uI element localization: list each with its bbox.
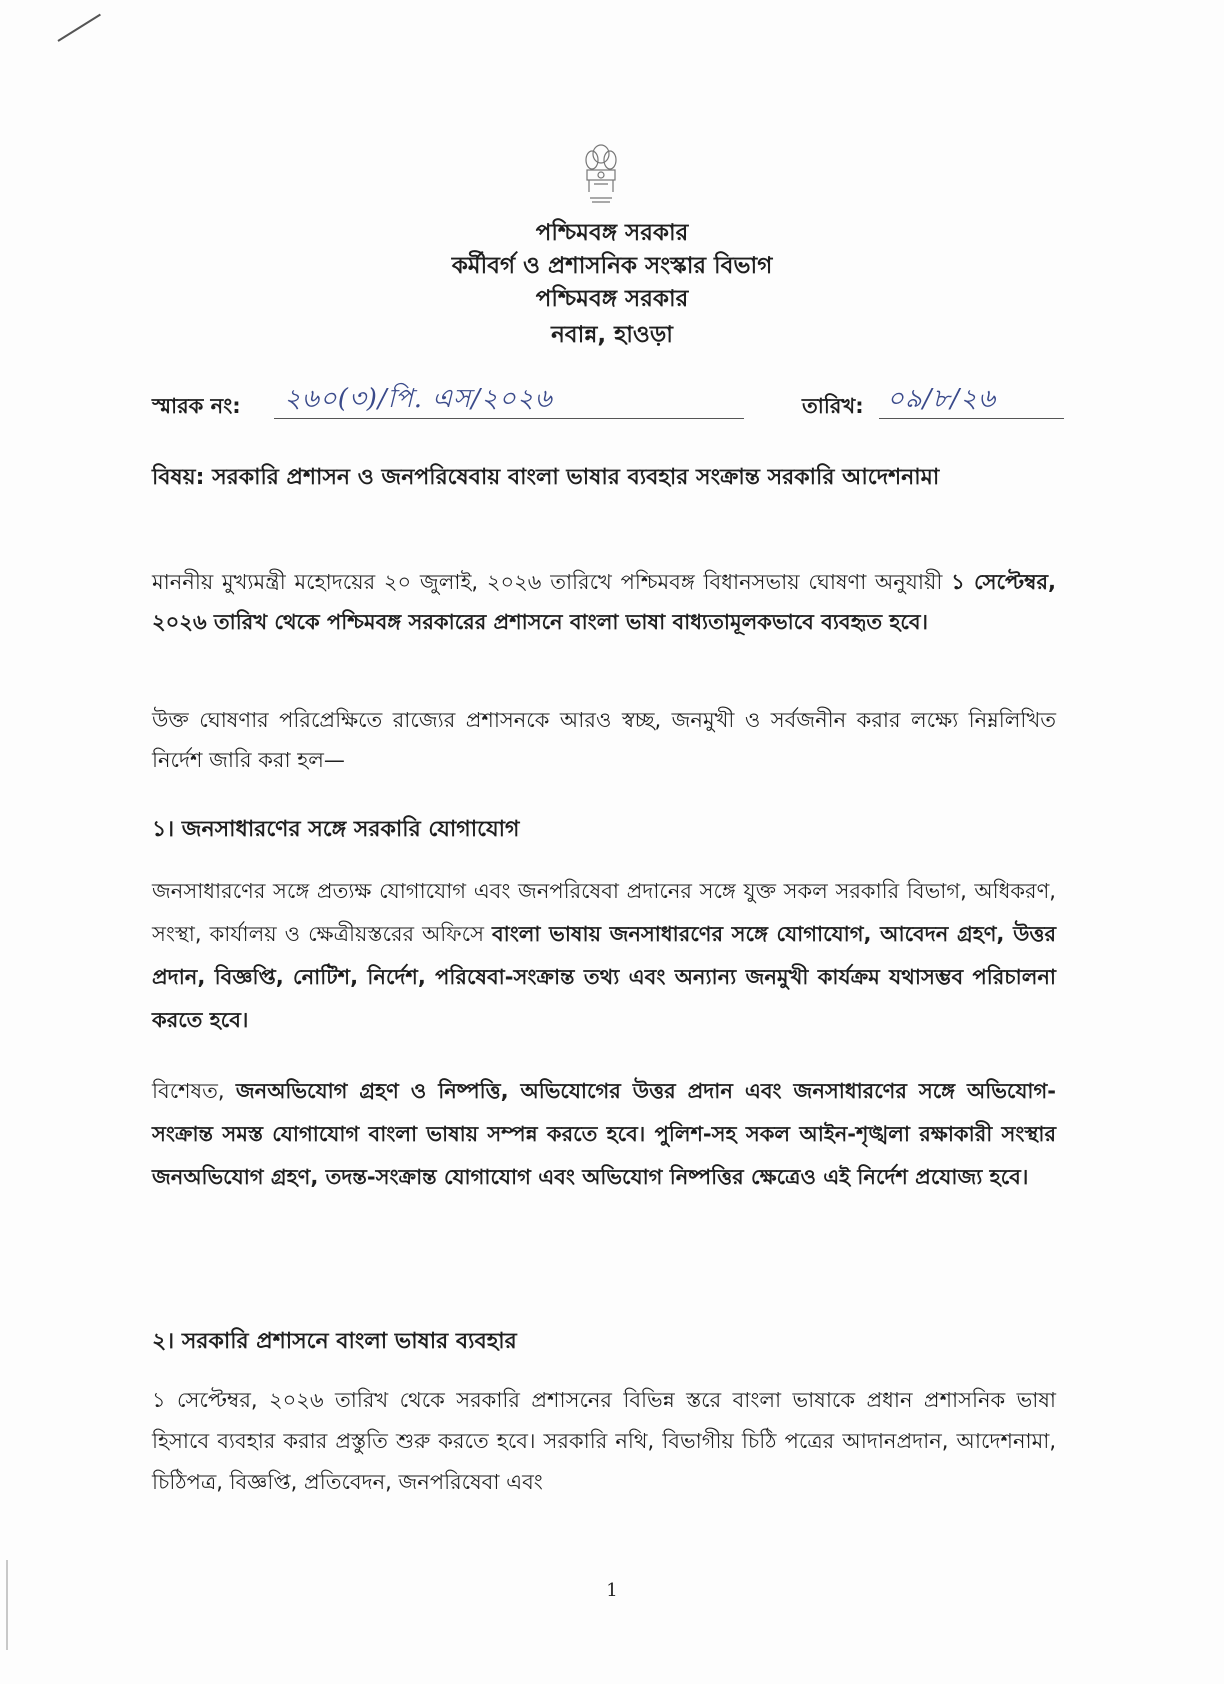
state-emblem-icon — [578, 140, 624, 210]
date-label: তারিখ: — [802, 394, 864, 418]
header-address: নবান্ন, হাওড়া — [551, 322, 673, 348]
intro-paragraph — [152, 562, 1056, 642]
date-handwritten: ০৯/৮/২৬ — [887, 384, 996, 414]
section-1-heading: ১। জনসাধারণের সঙ্গে সরকারি যোগাযোগ — [152, 817, 520, 842]
context-paragraph: উক্ত ঘোষণার পরিপ্রেক্ষিতে রাজ্যের প্রশাসনকে আরও স্বচ্ছ, জনমুখী ও সর্বজনীন করার লক্ষ্যে নিম্নলিখিত নির্দেশ জারি করা হল— — [152, 708, 1056, 772]
memo-number-handwritten: ২৬০(৩)/পি. এস/২০২৬ — [284, 384, 553, 414]
scan-edge-shadow — [6, 1560, 8, 1650]
header-government-repeat: পশ্চিমবঙ্গ সরকার — [535, 286, 689, 312]
section-1-p1-text: জনসাধারণের সঙ্গে প্রত্যক্ষ যোগাযোগ এবং জনপরিষেবা প্রদানের সঙ্গে যুক্ত সকল সরকারি বিভাগ, অধিকরণ, সংস্থা, কার্যালয় ও ক্ষেত্রীয়স্তরের অফিসে — [152, 879, 1056, 946]
intro-text: মাননীয় মুখ্যমন্ত্রী মহোদয়ের ২০ জুলাই, ২০২৬ তারিখে পশ্চিমবঙ্গ বিধানসভায় ঘোষণা অনুযায়ী — [152, 570, 952, 594]
subject-line: বিষয়: সরকারি প্রশাসন ও জনপরিষেবায় বাংলা ভাষার ব্যবহার সংক্রান্ত সরকারি আদেশনামা — [152, 465, 940, 490]
section-1-paragraph-2 — [152, 1070, 1056, 1199]
section-1-paragraph-1 — [152, 870, 1056, 1042]
header-department: কর্মীবর্গ ও প্রশাসনিক সংস্কার বিভাগ — [451, 253, 773, 279]
scan-pen-mark — [57, 14, 100, 42]
header-government: পশ্চিমবঙ্গ সরকার — [535, 220, 689, 246]
section-1-p2-bold-text: জনঅভিযোগ গ্রহণ ও নিষ্পত্তি, অভিযোগের উত্তর প্রদান এবং জনসাধারণের সঙ্গে অভিযোগ- সংক্রান্ত সমস্ত যোগাযোগ বাংলা ভাষায় সম্পন্ন করতে হবে। পুলিশ-সহ সকল আইন-শৃঙ্খলা রক্ষাকারী সংস্থার জনঅভিযোগ গ্রহণ, তদন্ত-সংক্রান্ত যোগাযোগ এবং অভিযোগ নিষ্পত্তির ক্ষেত্রেও এই নির্দেশ প্রযোজ্য হবে। — [152, 1079, 1056, 1189]
memo-reference-row — [152, 384, 1072, 424]
intro-bold-text: ১ সেপ্টেম্বর, ২০২৬ তারিখ থেকে পশ্চিমবঙ্গ সরকারের প্রশাসনে বাংলা ভাষা বাধ্যতামূলকভাবে ব্যবহৃত হবে। — [152, 570, 1057, 634]
memo-number-label: স্মারক নং: — [152, 394, 241, 418]
page-number: 1 — [606, 1580, 618, 1601]
section-1-p2-text: বিশেষত, — [152, 1079, 236, 1103]
section-1-p1-bold-text: বাংলা ভাষায় জনসাধারণের সঙ্গে যোগাযোগ, আবেদন গ্রহণ, উত্তর প্রদান, বিজ্ঞপ্তি, নোটিশ, নির্দেশ, পরিষেবা-সংক্রান্ত তথ্য এবং অন্যান্য জনমুখী কার্যক্রম যথাসম্ভব পরিচালনা করতে হবে। — [152, 922, 1056, 1032]
section-2-heading: ২। সরকারি প্রশাসনে বাংলা ভাষার ব্যবহার — [152, 1329, 517, 1354]
section-2-paragraph-1: ১ সেপ্টেম্বর, ২০২৬ তারিখ থেকে সরকারি প্রশাসনের বিভিন্ন স্তরে বাংলা ভাষাকে প্রধান প্রশাসনিক ভাষা হিসাবে ব্যবহার করার প্রস্তুতি শুরু করতে হবে। সরকারি নথি, বিভাগীয় চিঠি পত্রের আদানপ্রদান, আদেশনামা, চিঠিপত্র, বিজ্ঞপ্তি, প্রতিবেদন, জনপরিষেবা এবং — [152, 1388, 1056, 1494]
